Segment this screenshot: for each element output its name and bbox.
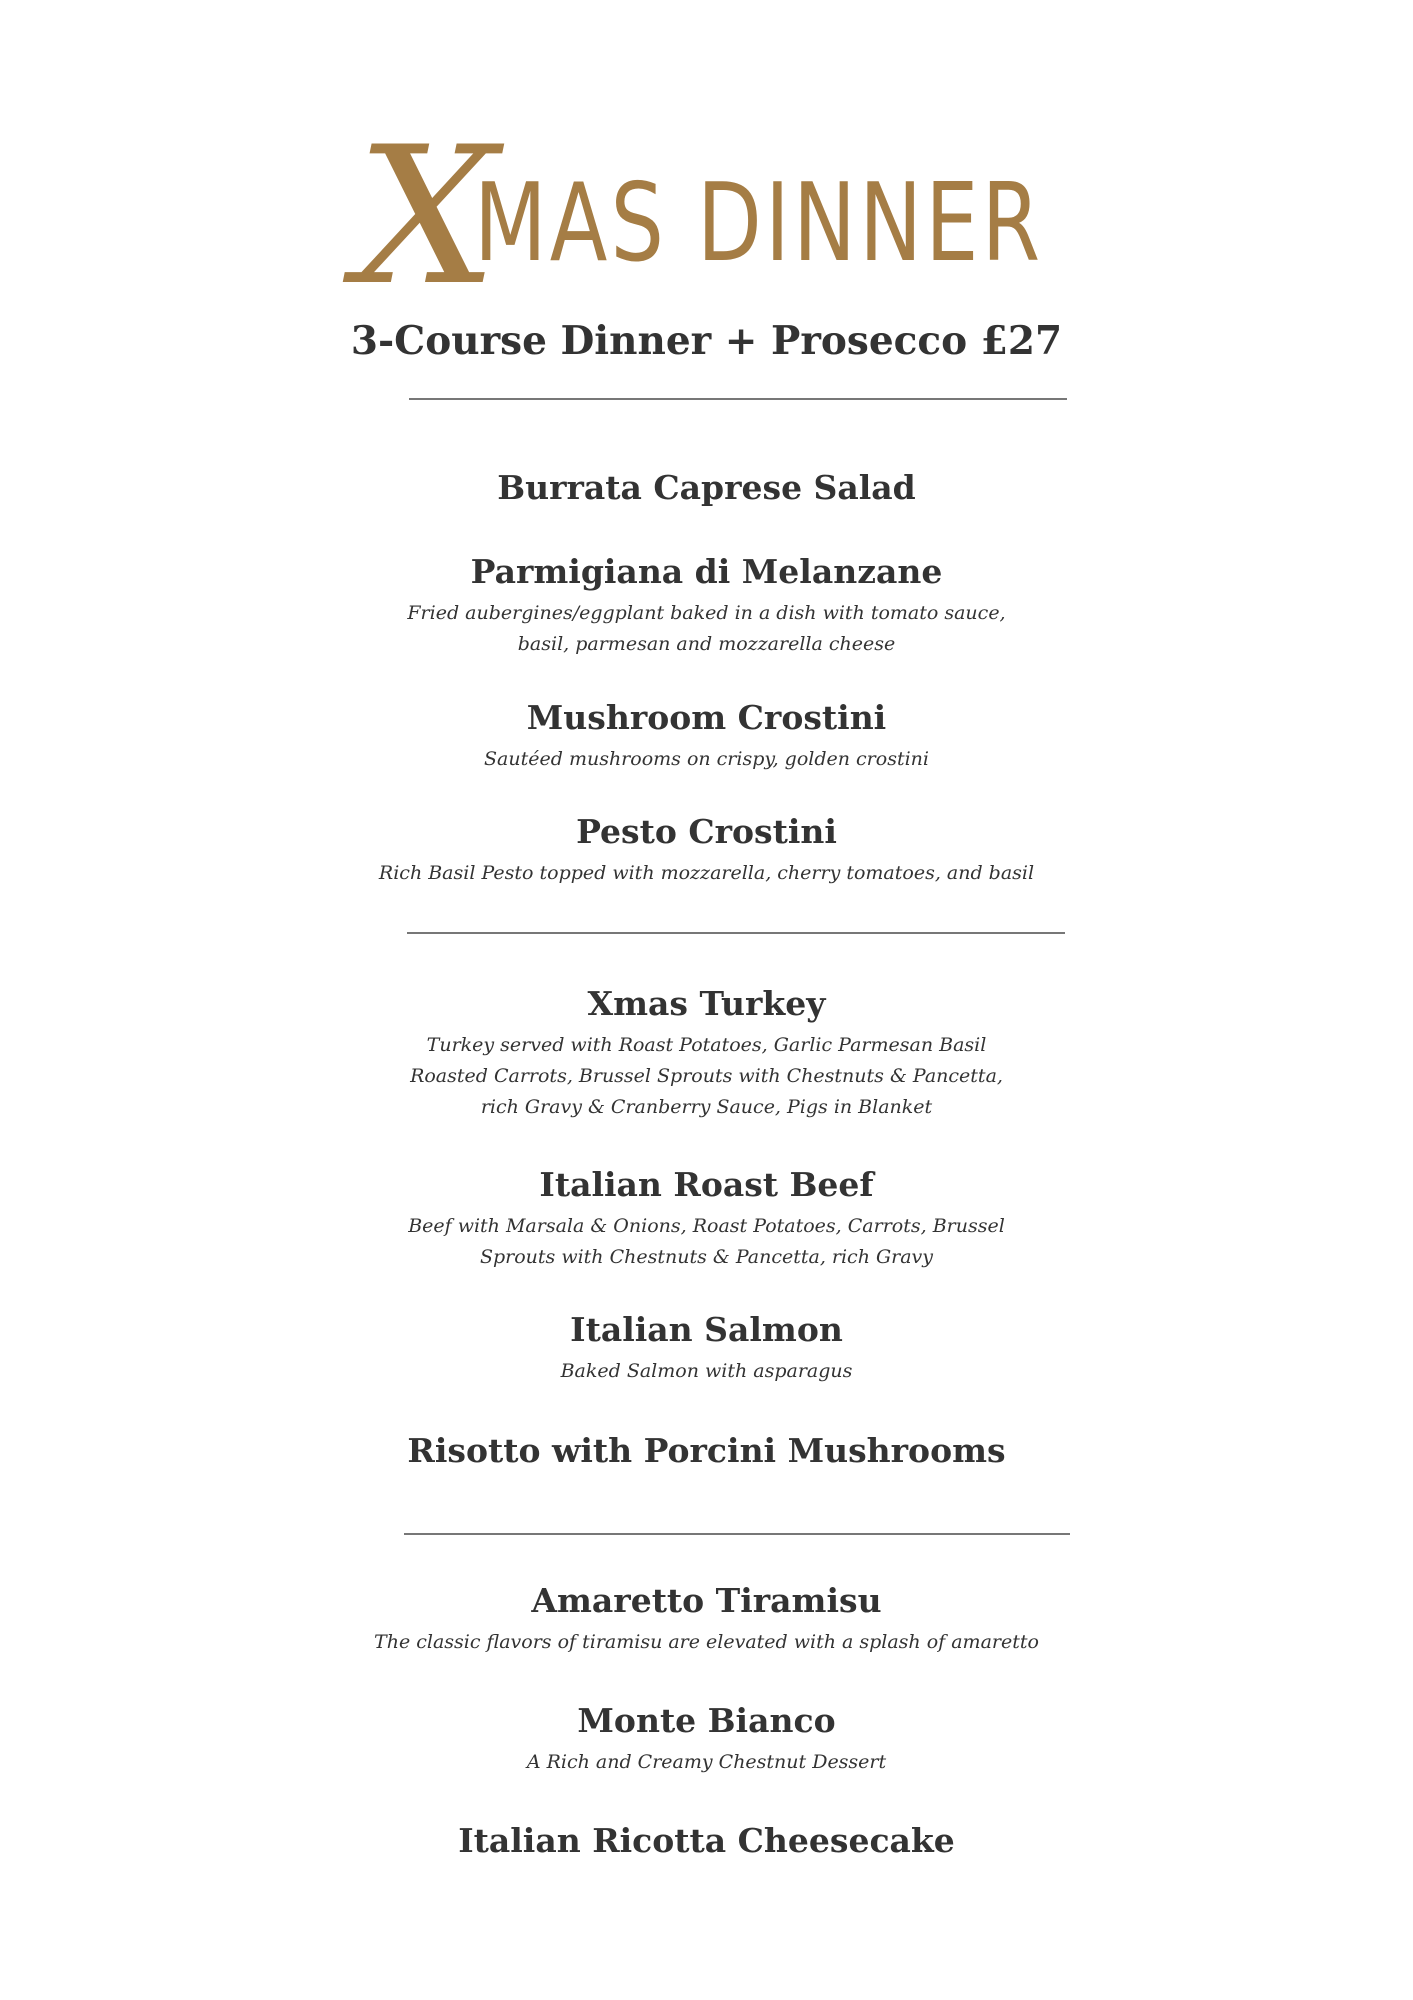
item-name: Italian Ricotta Cheesecake (458, 1821, 955, 1860)
menu-item-amaretto-tiramisu (0, 1581, 1413, 1658)
item-name: Pesto Crostini (576, 812, 837, 851)
item-name: Burrata Caprese Salad (497, 468, 916, 507)
item-name: Mushroom Crostini (526, 698, 887, 737)
item-name: Parmigiana di Melanzane (470, 552, 943, 591)
divider-top (409, 398, 1067, 400)
menu-item-mushroom-crostini (0, 698, 1413, 775)
title-rest: MAS DINNER (474, 161, 1044, 286)
item-name: Italian Salmon (570, 1310, 843, 1349)
item-description: A Rich and Creamy Chestnut Dessert (526, 1750, 887, 1773)
menu-item-burrata (0, 468, 1413, 508)
item-name: Amaretto Tiramisu (531, 1581, 882, 1620)
item-description: Sautéed mushrooms on crispy, golden crostini (484, 747, 929, 770)
menu-item-xmas-turkey (0, 984, 1413, 1123)
price-subtitle: 3-Course Dinner + Prosecco £27 (350, 318, 1063, 364)
page-title (0, 100, 1413, 327)
menu-item-italian-salmon (0, 1310, 1413, 1387)
menu-item-pesto-crostini (0, 812, 1413, 889)
item-description: Fried aubergines/eggplant baked in a dish with tomato sauce, basil, parmesan and mozzarella cheese (407, 601, 1006, 655)
item-description: Beef with Marsala & Onions, Roast Potatoes, Carrots, Brussel Sprouts with Chestnuts & Pancetta, rich Gravy (408, 1214, 1005, 1268)
title-initial: X (355, 106, 498, 327)
menu-item-parmigiana (0, 552, 1413, 660)
item-name: Xmas Turkey (587, 984, 826, 1023)
item-description: Rich Basil Pesto topped with mozzarella, cherry tomatoes, and basil (378, 861, 1035, 884)
item-description: Turkey served with Roast Potatoes, Garlic Parmesan Basil Roasted Carrots, Brussel Sprouts with Chestnuts & Pancetta, rich Gravy & Cranberry Sauce, Pigs in Blanket (410, 1033, 1003, 1118)
menu-item-roast-beef (0, 1165, 1413, 1273)
menu-item-ricotta-cheesecake (0, 1821, 1413, 1861)
item-name: Monte Bianco (577, 1701, 836, 1740)
item-name: Risotto with Porcini Mushrooms (407, 1431, 1006, 1470)
divider-starters-mains (407, 932, 1065, 934)
menu-item-risotto (0, 1431, 1413, 1471)
menu-item-monte-bianco (0, 1701, 1413, 1778)
item-description: The classic flavors of tiramisu are elevated with a splash of amaretto (374, 1630, 1039, 1653)
item-description: Baked Salmon with asparagus (560, 1359, 853, 1382)
item-name: Italian Roast Beef (539, 1165, 874, 1204)
divider-mains-desserts (404, 1533, 1070, 1535)
